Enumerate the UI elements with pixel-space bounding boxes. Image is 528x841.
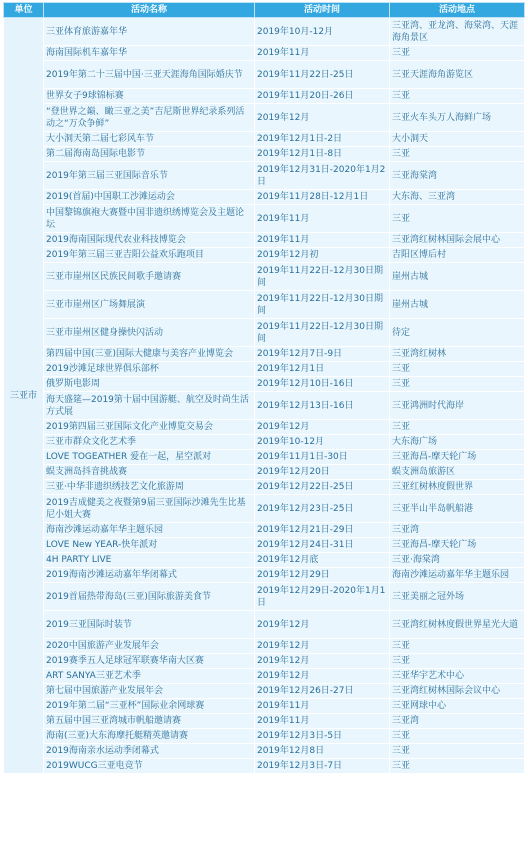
activity-name-cell: 2019(首届)中国职工沙滩运动会 [44, 190, 255, 205]
activity-time-cell: 2019年12月 [255, 420, 390, 435]
table-row [4, 759, 525, 774]
activity-place-cell: 三亚 [390, 759, 525, 774]
activity-place-cell: 海南沙滩运动嘉年华主题乐园 [390, 568, 525, 583]
table-body [4, 18, 525, 774]
table-row [4, 611, 525, 639]
activity-name-cell: 世界女子9球锦标赛 [44, 89, 255, 104]
activity-name-cell: 2019沙滩足球世界俱乐部杯 [44, 362, 255, 377]
activity-time-cell: 2019年12月26日-27日 [255, 684, 390, 699]
table-row [4, 190, 525, 205]
table-row [4, 377, 525, 392]
activity-place-cell: 三亚湾 [390, 523, 525, 538]
activity-place-cell: 待定 [390, 319, 525, 347]
activity-place-cell: 三亚湾红树林国际会议中心 [390, 684, 525, 699]
activity-place-cell: 三亚 [390, 639, 525, 654]
activity-place-cell: 蜈支洲岛旅游区 [390, 465, 525, 480]
activity-time-cell: 2019年11月20日-26日 [255, 89, 390, 104]
table-row [4, 89, 525, 104]
activity-time-cell: 2019年11月28日-12月1日 [255, 190, 390, 205]
activity-name-cell: 2019海南国际现代农业科技博览会 [44, 233, 255, 248]
activity-place-cell: 三亚 [390, 362, 525, 377]
activity-time-cell: 2019年12月13日-16日 [255, 392, 390, 420]
table-row [4, 420, 525, 435]
activity-time-cell: 2019年12月1日 [255, 362, 390, 377]
activity-name-cell: 2019首届热带海岛(三亚)国际旅游美食节 [44, 583, 255, 611]
activity-time-cell: 2019年12月31日-2020年1月2日 [255, 162, 390, 190]
table-row [4, 523, 525, 538]
activity-name-cell: 大小洞天第二届七彩风车节 [44, 132, 255, 147]
activity-place-cell: 三亚 [390, 205, 525, 233]
table-row [4, 362, 525, 377]
table-row [4, 553, 525, 568]
activity-place-cell: 三亚红树林度假世界 [390, 480, 525, 495]
activity-time-cell: 2019年12月 [255, 654, 390, 669]
activity-place-cell: 三亚海昌-摩天轮广场 [390, 450, 525, 465]
table-row [4, 699, 525, 714]
activity-place-cell: 三亚网球中心 [390, 699, 525, 714]
activity-place-cell: 三亚 [390, 46, 525, 61]
activity-place-cell: 三亚海昌-摩天轮广场 [390, 538, 525, 553]
table-row [4, 744, 525, 759]
activity-name-cell: ART SANYA三亚艺术季 [44, 669, 255, 684]
activity-place-cell: 三亚 [390, 147, 525, 162]
activity-name-cell: 三亚·中华非遗织绣技艺文化旅游周 [44, 480, 255, 495]
activity-name-cell: 第四届中国(三亚)国际大健康与美容产业博览会 [44, 347, 255, 362]
table-row [4, 392, 525, 420]
table-row [4, 18, 525, 46]
activity-name-cell: 2019年第三届三亚国际音乐节 [44, 162, 255, 190]
activity-time-cell: 2019年11月22日-12月30日期间 [255, 263, 390, 291]
activity-place-cell: 三亚华宇艺术中心 [390, 669, 525, 684]
activity-name-cell: 4H PARTY LIVE [44, 553, 255, 568]
activity-name-cell: 2019年第三届三亚吉阳公益欢乐跑项目 [44, 248, 255, 263]
unit-cell: 三亚市 [4, 18, 44, 774]
header-activity-place: 活动地点 [390, 3, 525, 18]
activity-time-cell: 2019年12月10日-16日 [255, 377, 390, 392]
activity-name-cell: 三亚体育旅游嘉年华 [44, 18, 255, 46]
table-row [4, 654, 525, 669]
activity-place-cell: 三亚湾红树林国际会展中心 [390, 233, 525, 248]
activity-time-cell: 2019年11月 [255, 205, 390, 233]
table-row [4, 684, 525, 699]
activity-place-cell: 三亚·海棠湾 [390, 553, 525, 568]
activity-name-cell: “登世界之巅、瞰三亚之美”吉尼斯世界纪录系列活动之“万众争鲜” [44, 104, 255, 132]
table-row [4, 450, 525, 465]
activity-place-cell: 三亚天涯海角游览区 [390, 61, 525, 89]
activity-name-cell: 海南(三亚)大东海摩托艇精英邀请赛 [44, 729, 255, 744]
activity-name-cell: LOVE TOGEATHER 爱在一起，星空派对 [44, 450, 255, 465]
activity-name-cell: 2019海南亲水运动季闭幕式 [44, 744, 255, 759]
activity-name-cell: LOVE New YEAR-快年派对 [44, 538, 255, 553]
activity-time-cell: 2019年10-12月 [255, 435, 390, 450]
activity-name-cell: 三亚市崖州区广场舞展演 [44, 291, 255, 319]
activity-place-cell: 三亚 [390, 654, 525, 669]
activity-name-cell: 三亚市崖州区健身操快闪活动 [44, 319, 255, 347]
activity-time-cell: 2019年12月 [255, 669, 390, 684]
activity-place-cell: 崖州古城 [390, 263, 525, 291]
header-activity-time: 活动时间 [255, 3, 390, 18]
activity-time-cell: 2019年11月 [255, 46, 390, 61]
table-row [4, 132, 525, 147]
activity-name-cell: 2020中国旅游产业发展年会 [44, 639, 255, 654]
activity-name-cell: 俄罗斯电影周 [44, 377, 255, 392]
activity-time-cell: 2019年12月3日-5日 [255, 729, 390, 744]
activity-time-cell: 2019年12月24日-31日 [255, 538, 390, 553]
activity-time-cell: 2019年12月3日-7日 [255, 759, 390, 774]
header-row [4, 3, 525, 18]
table-row [4, 669, 525, 684]
activity-name-cell: 第五届中国三亚湾城市帆船邀请赛 [44, 714, 255, 729]
activity-place-cell: 三亚 [390, 729, 525, 744]
activity-time-cell: 2019年12月22日-25日 [255, 480, 390, 495]
activity-place-cell: 三亚 [390, 377, 525, 392]
activity-name-cell: 2019年第二届“三亚杯”国际业余网球赛 [44, 699, 255, 714]
activity-name-cell: 蜈支洲岛抖音挑战赛 [44, 465, 255, 480]
activity-table-frame [3, 2, 524, 838]
table-row [4, 538, 525, 553]
activity-time-cell: 2019年12月21日-29日 [255, 523, 390, 538]
activity-place-cell: 三亚半山半岛帆船港 [390, 495, 525, 523]
activity-time-cell: 2019年12月 [255, 639, 390, 654]
activity-name-cell: 中国黎锦旗袍大赛暨中国非遗织绣博览会及主题论坛 [44, 205, 255, 233]
table-row [4, 205, 525, 233]
header-unit: 单位 [4, 3, 44, 18]
table-row [4, 104, 525, 132]
activity-name-cell: 2019赛季五人足球冠军联赛华南大区赛 [44, 654, 255, 669]
activity-place-cell: 三亚湾、亚龙湾、海棠湾、天涯海角景区 [390, 18, 525, 46]
activity-place-cell: 三亚 [390, 744, 525, 759]
activity-place-cell: 三亚湾红树林 [390, 347, 525, 362]
activity-name-cell: 第二届海南岛国际电影节 [44, 147, 255, 162]
activity-time-cell: 2019年11月1日-30日 [255, 450, 390, 465]
activity-time-cell: 2019年11月22日-12月30日期间 [255, 319, 390, 347]
activity-time-cell: 2019年12月底 [255, 553, 390, 568]
table-row [4, 465, 525, 480]
activity-time-cell: 2019年12月29日-2020年1月1日 [255, 583, 390, 611]
activity-place-cell: 三亚湾 [390, 714, 525, 729]
activity-place-cell: 大东海、三亚湾 [390, 190, 525, 205]
activity-time-cell: 2019年12月7日-9日 [255, 347, 390, 362]
table-row [4, 435, 525, 450]
activity-place-cell: 崖州古城 [390, 291, 525, 319]
activity-name-cell: 2019吉成健美之夜暨第9届三亚国际沙滩先生比基尼小姐大赛 [44, 495, 255, 523]
activity-time-cell: 2019年11月22日-12月30日期间 [255, 291, 390, 319]
activity-time-cell: 2019年11月 [255, 699, 390, 714]
table-row [4, 319, 525, 347]
activity-place-cell: 三亚火车头万人海鲜广场 [390, 104, 525, 132]
activity-place-cell: 大东海广场 [390, 435, 525, 450]
table-row [4, 162, 525, 190]
table-row [4, 583, 525, 611]
table-row [4, 729, 525, 744]
activity-time-cell: 2019年12月8日 [255, 744, 390, 759]
activity-time-cell: 2019年12月1日-8日 [255, 147, 390, 162]
activity-time-cell: 2019年12月23日-25日 [255, 495, 390, 523]
activity-place-cell: 三亚海棠湾 [390, 162, 525, 190]
table-row [4, 347, 525, 362]
activity-name-cell: 海天盛筵—2019第十届中国游艇、航空及时尚生活方式展 [44, 392, 255, 420]
activity-name-cell: 三亚市群众文化艺术季 [44, 435, 255, 450]
activity-time-cell: 2019年10月-12月 [255, 18, 390, 46]
activity-name-cell: 第七届中国旅游产业发展年会 [44, 684, 255, 699]
activity-name-cell: 海南沙滩运动嘉年华主题乐园 [44, 523, 255, 538]
activity-place-cell: 三亚鸿洲时代海岸 [390, 392, 525, 420]
table-row [4, 46, 525, 61]
table-row [4, 147, 525, 162]
activity-time-cell: 2019年12月 [255, 611, 390, 639]
table-row [4, 714, 525, 729]
table-row [4, 568, 525, 583]
activity-name-cell: 2019第四届三亚国际文化产业博览交易会 [44, 420, 255, 435]
activity-place-cell: 三亚湾红树林度假世界星光大道 [390, 611, 525, 639]
header-activity-name: 活动名称 [44, 3, 255, 18]
activity-name-cell: 2019年第二十三届中国·三亚天涯海角国际婚庆节 [44, 61, 255, 89]
activity-time-cell: 2019年11月 [255, 233, 390, 248]
activity-name-cell: 三亚市崖州区民族民间歌手邀请赛 [44, 263, 255, 291]
table-row [4, 233, 525, 248]
activity-time-cell: 2019年12月 [255, 104, 390, 132]
table-row [4, 639, 525, 654]
activity-time-cell: 2019年12月29日 [255, 568, 390, 583]
table-row [4, 495, 525, 523]
activity-place-cell: 三亚美丽之冠外场 [390, 583, 525, 611]
activity-time-cell: 2019年12月20日 [255, 465, 390, 480]
activity-place-cell: 吉阳区博后村 [390, 248, 525, 263]
table-row [4, 263, 525, 291]
activity-table [3, 2, 525, 774]
table-row [4, 291, 525, 319]
activity-place-cell: 三亚 [390, 420, 525, 435]
table-row [4, 248, 525, 263]
activity-time-cell: 2019年11月22日-25日 [255, 61, 390, 89]
activity-time-cell: 2019年12月初 [255, 248, 390, 263]
activity-time-cell: 2019年12月1日-2日 [255, 132, 390, 147]
table-row [4, 480, 525, 495]
activity-time-cell: 2019年11月 [255, 714, 390, 729]
activity-place-cell: 三亚 [390, 89, 525, 104]
activity-name-cell: 2019WUCG三亚电竞节 [44, 759, 255, 774]
activity-name-cell: 2019三亚国际时装节 [44, 611, 255, 639]
activity-name-cell: 2019海南沙滩运动嘉年华闭幕式 [44, 568, 255, 583]
table-row [4, 61, 525, 89]
activity-place-cell: 大小洞天 [390, 132, 525, 147]
activity-name-cell: 海南国际机车嘉年华 [44, 46, 255, 61]
